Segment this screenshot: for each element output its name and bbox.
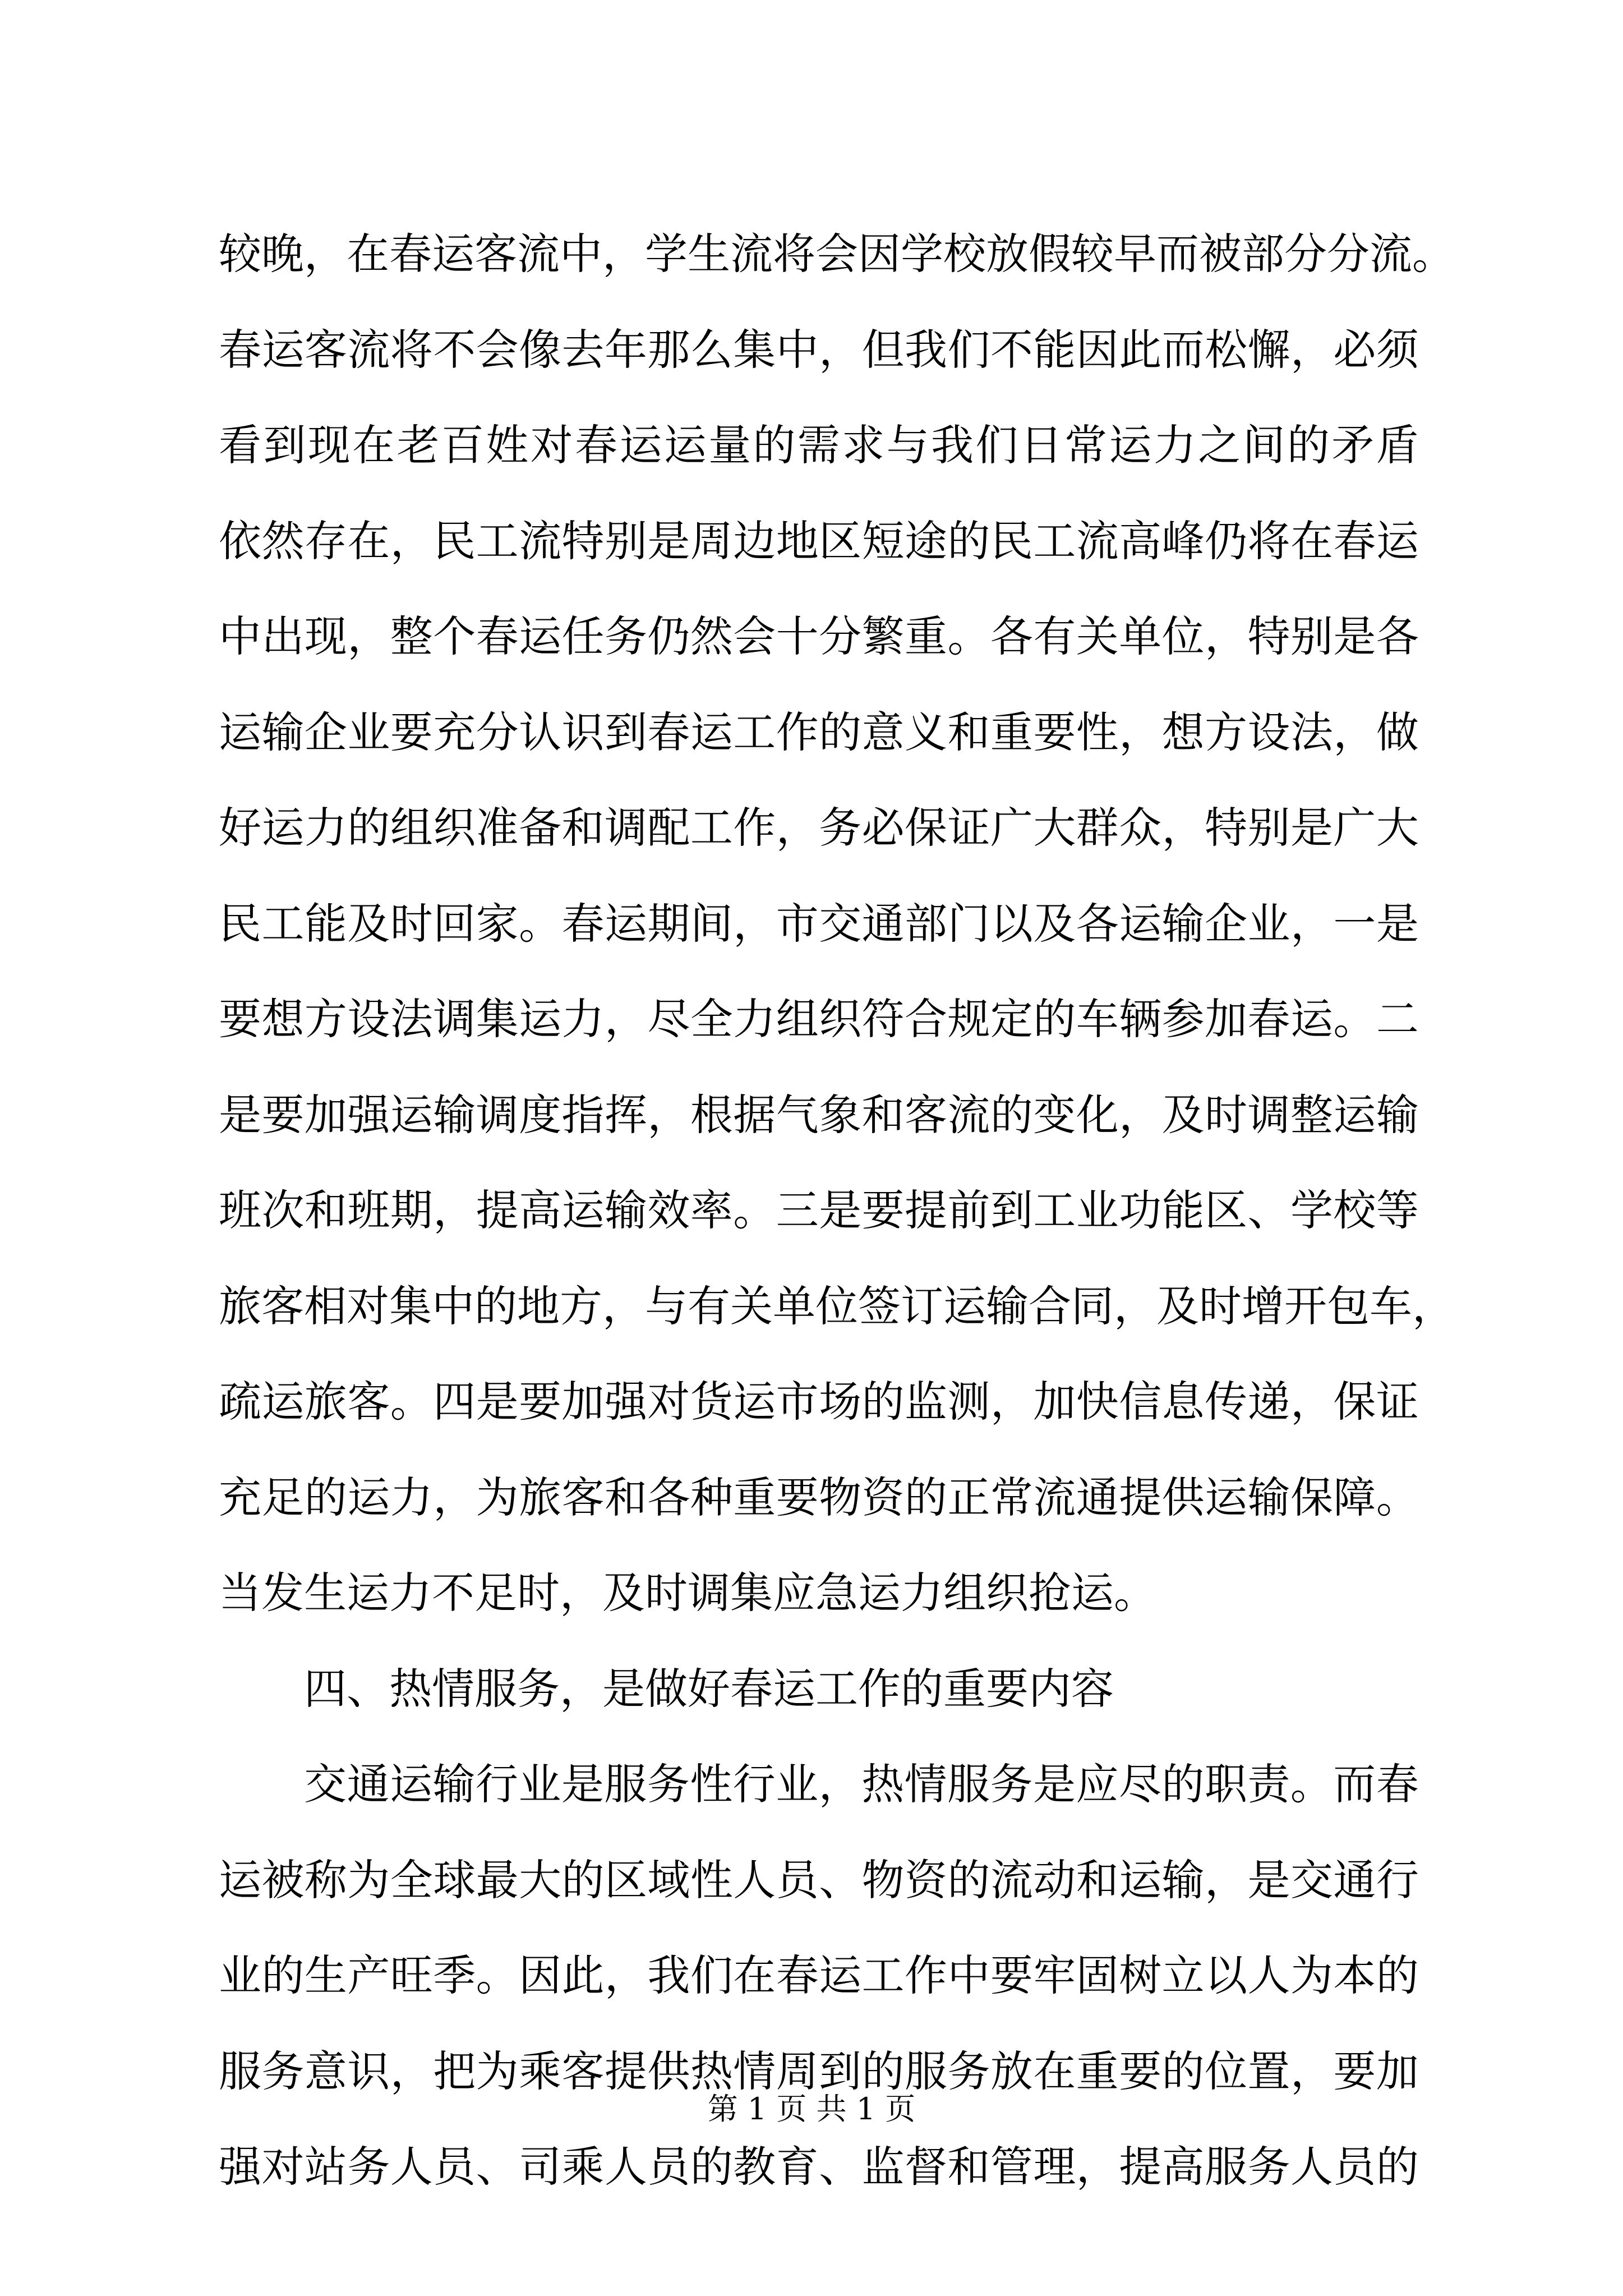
body-line: 旅 客 相 对 集 中 的 地 方 ， 与 有 关 单 位 签 订 运 输 合 同 ， 及 时 增 开 包 车 ， (219, 1281, 1455, 1331)
body-line: 依 然 存 在 ， 民 工 流 特 别 是 周 边 地 区 短 途 的 民 工 流 高 峰 仍 将 在 春 运 (219, 516, 1419, 566)
page-number-footer: 第 1 页 共 1 页 (707, 2091, 916, 2127)
body-line: 春 运 客 流 将 不 会 像 去 年 那 么 集 中 ， 但 我 们 不 能 因 此 而 松 懈 ， 必 须 (219, 324, 1419, 375)
body-line: 是 要 加 强 运 输 调 度 指 挥 ， 根 据 气 象 和 客 流 的 变 化 ， 及 时 调 整 运 输 (219, 1089, 1419, 1140)
body-line: 充 足 的 运 力 ， 为 旅 客 和 各 种 重 要 物 资 的 正 常 流 通 提 供 运 输 保 障 。 (219, 1472, 1419, 1522)
body-line: 看 到 现 在 老 百 姓 对 春 运 运 量 的 需 求 与 我 们 日 常 运 力 之 间 的 矛 盾 (219, 420, 1419, 470)
body-line: 强 对 站 务 人 员 、 司 乘 人 员 的 教 育 、 监 督 和 管 理 ， 提 高 服 务 人 员 的 (219, 2142, 1419, 2192)
body-line: 业 的 生 产 旺 季 。 因 此 ， 我 们 在 春 运 工 作 中 要 牢 固 树 立 以 人 为 本 的 (219, 1950, 1419, 2000)
body-line: 交 通 运 输 行 业 是 服 务 性 行 业 ， 热 情 服 务 是 应 尽 的 职 责 。 而 春 (304, 1759, 1419, 1809)
section-heading: 四、热情服务，是做好春运工作的重要内容 (304, 1663, 1114, 1714)
document-body (219, 206, 1455, 2215)
body-line: 要 想 方 设 法 调 集 运 力 ， 尽 全 力 组 织 符 合 规 定 的 车 辆 参 加 春 运 。 二 (219, 994, 1419, 1044)
body-line: 运 输 企 业 要 充 分 认 识 到 春 运 工 作 的 意 义 和 重 要 性 ， 想 方 设 法 ， 做 (219, 707, 1419, 757)
body-line: 班 次 和 班 期 ， 提 高 运 输 效 率 。 三 是 要 提 前 到 工 业 功 能 区 、 学 校 等 (219, 1185, 1419, 1235)
body-line: 好 运 力 的 组 织 准 备 和 调 配 工 作 ， 务 必 保 证 广 大 群 众 ， 特 别 是 广 大 (219, 803, 1419, 853)
body-line: 运 被 称 为 全 球 最 大 的 区 域 性 人 员 、 物 资 的 流 动 和 运 输 ， 是 交 通 行 (219, 1855, 1419, 1905)
body-line: 疏 运 旅 客 。 四 是 要 加 强 对 货 运 市 场 的 监 测 ， 加 快 信 息 传 递 ， 保 证 (219, 1377, 1419, 1427)
body-line: 当发生运力不足时，及时调集应急运力组织抢运。 (219, 1568, 1156, 1618)
body-line: 中 出 现 ， 整 个 春 运 任 务 仍 然 会 十 分 繁 重 。 各 有 关 单 位 ， 特 别 是 各 (219, 611, 1419, 661)
body-line: 民 工 能 及 时 回 家 。 春 运 期 间 ， 市 交 通 部 门 以 及 各 运 输 企 业 ， 一 是 (219, 898, 1419, 949)
body-line: 服 务 意 识 ， 把 为 乘 客 提 供 热 情 周 到 的 服 务 放 在 重 要 的 位 置 ， 要 加 (219, 2046, 1419, 2096)
body-line: 较 晚 ， 在 春 运 客 流 中 ， 学 生 流 将 会 因 学 校 放 假 较 早 而 被 部 分 分 流 。 (219, 229, 1455, 279)
